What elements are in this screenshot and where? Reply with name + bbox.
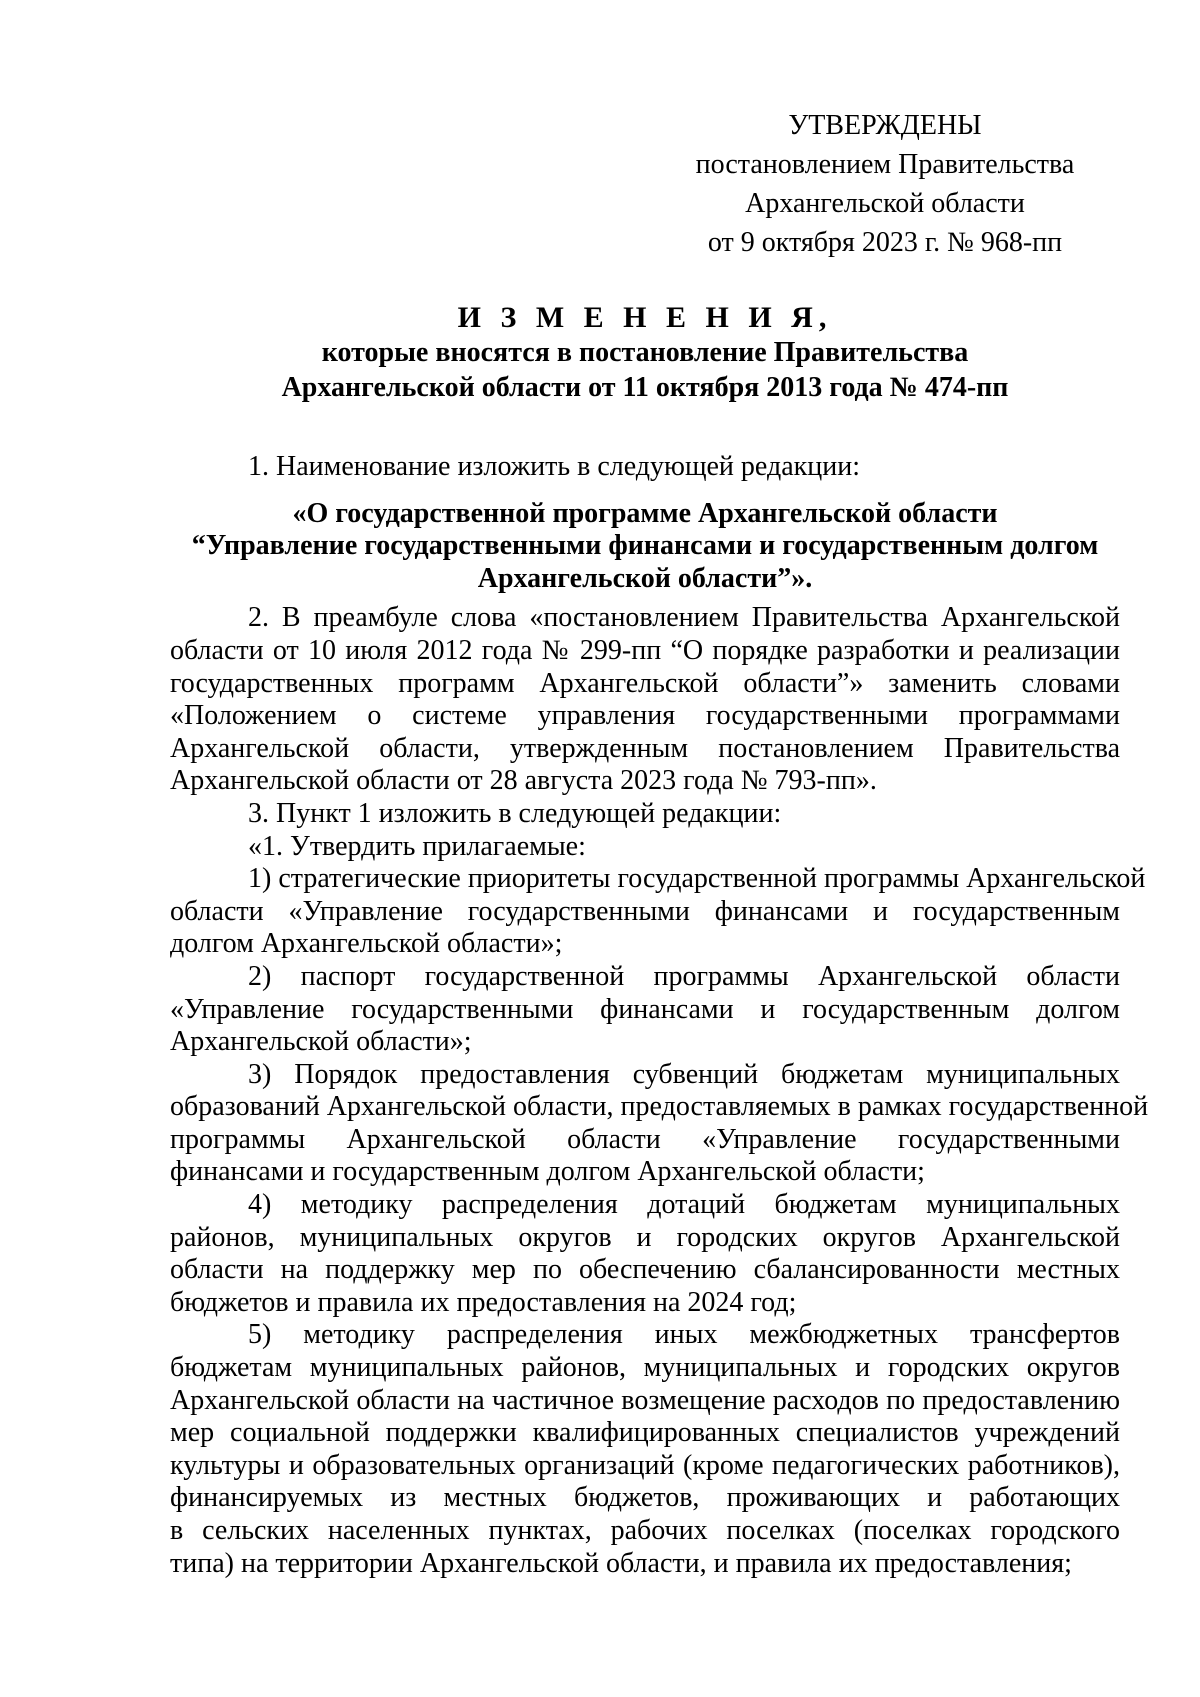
list-item-4: районов, муниципальных округов и городских округов Архангельской: [170, 1221, 1120, 1253]
list-item-2: «Управление государственными финансами и государственным долгом: [170, 993, 1120, 1025]
approval-block: [640, 106, 1130, 262]
heading-subtitle: Архангельской области от 11 октября 2013 года № 474-пп: [281, 372, 1009, 403]
list-item-1: 1) стратегические приоритеты государственной программы Архангельской: [248, 863, 1146, 895]
list-item-2: Архангельской области»;: [170, 1026, 472, 1058]
paragraph-2: «Положением о системе управления государственными программами: [170, 700, 1120, 732]
list-item-5: мер социальной поддержки квалифицированных специалистов учреждений: [170, 1417, 1120, 1449]
paragraph-2: Архангельской области, утвержденным постановлением Правительства: [170, 732, 1120, 764]
list-item-5: 5) методику распределения иных межбюджетных трансфертов: [248, 1319, 1120, 1351]
list-item-3: финансами и государственным долгом Архангельской области;: [170, 1156, 925, 1188]
list-item-5: финансируемых из местных бюджетов, проживающих и работающих: [170, 1482, 1120, 1514]
program-name-quote: “Управление государственными финансами и государственным долгом: [191, 530, 1099, 562]
program-name-quote: «О государственной программе Архангельской области: [292, 497, 998, 529]
list-item-5: в сельских населенных пунктах, рабочих поселках (поселках городского: [170, 1515, 1120, 1546]
document-heading: [170, 300, 1120, 405]
list-item-3: образований Архангельской области, предоставляемых в рамках государственной: [170, 1091, 1149, 1123]
list-item-1: области «Управление государственными финансами и государственным: [170, 895, 1120, 927]
approval-title: УТВЕРЖДЕНЫ: [788, 110, 982, 141]
list-item-5: бюджетам муниципальных районов, муниципальных и городских округов: [170, 1352, 1120, 1384]
list-item-3: 3) Порядок предоставления субвенций бюджетам муниципальных: [248, 1058, 1120, 1090]
list-item-4: области на поддержку мер по обеспечению сбалансированности местных: [170, 1254, 1120, 1286]
list-item-5: Архангельской области на частичное возмещение расходов по предоставлению: [170, 1384, 1120, 1416]
paragraph-2: государственных программ Архангельской области”» заменить словами: [170, 667, 1120, 699]
approval-line: постановлением Правительства: [695, 149, 1075, 180]
paragraph-3-intro: «1. Утвердить прилагаемые:: [248, 830, 586, 862]
list-item-1: долгом Архангельской области»;: [170, 928, 563, 960]
document-body: [170, 451, 1149, 1580]
approval-line: Архангельской области: [745, 188, 1025, 219]
list-item-4: 4) методику распределения дотаций бюджетам муниципальных: [248, 1189, 1120, 1221]
paragraph-1: 1. Наименование изложить в следующей редакции:: [248, 451, 860, 482]
program-name-quote: Архангельской области”».: [477, 562, 813, 594]
paragraph-2: 2. В преамбуле слова «постановлением Правительства Архангельской: [248, 602, 1120, 634]
list-item-4: бюджетов и правила их предоставления на 2024 год;: [170, 1286, 797, 1318]
list-item-2: 2) паспорт государственной программы Архангельской области: [248, 960, 1120, 992]
list-item-5: культуры и образовательных организаций (кроме педагогических работников),: [170, 1449, 1120, 1481]
heading-subtitle: которые вносятся в постановление Правительства: [321, 337, 969, 368]
paragraph-3: 3. Пункт 1 изложить в следующей редакции:: [248, 797, 782, 829]
approval-date: от 9 октября 2023 г. № 968-пп: [707, 227, 1063, 258]
heading-title: И З М Е Н Е Н И Я,: [457, 301, 833, 334]
list-item-5: типа) на территории Архангельской области, и правила их предоставления;: [170, 1547, 1072, 1579]
paragraph-2: Архангельской области от 28 августа 2023 года № 793-пп».: [170, 765, 877, 797]
list-item-3: программы Архангельской области «Управление государственными: [170, 1123, 1120, 1155]
paragraph-2: области от 10 июля 2012 года № 299-пп “О порядке разработки и реализации: [170, 634, 1120, 666]
